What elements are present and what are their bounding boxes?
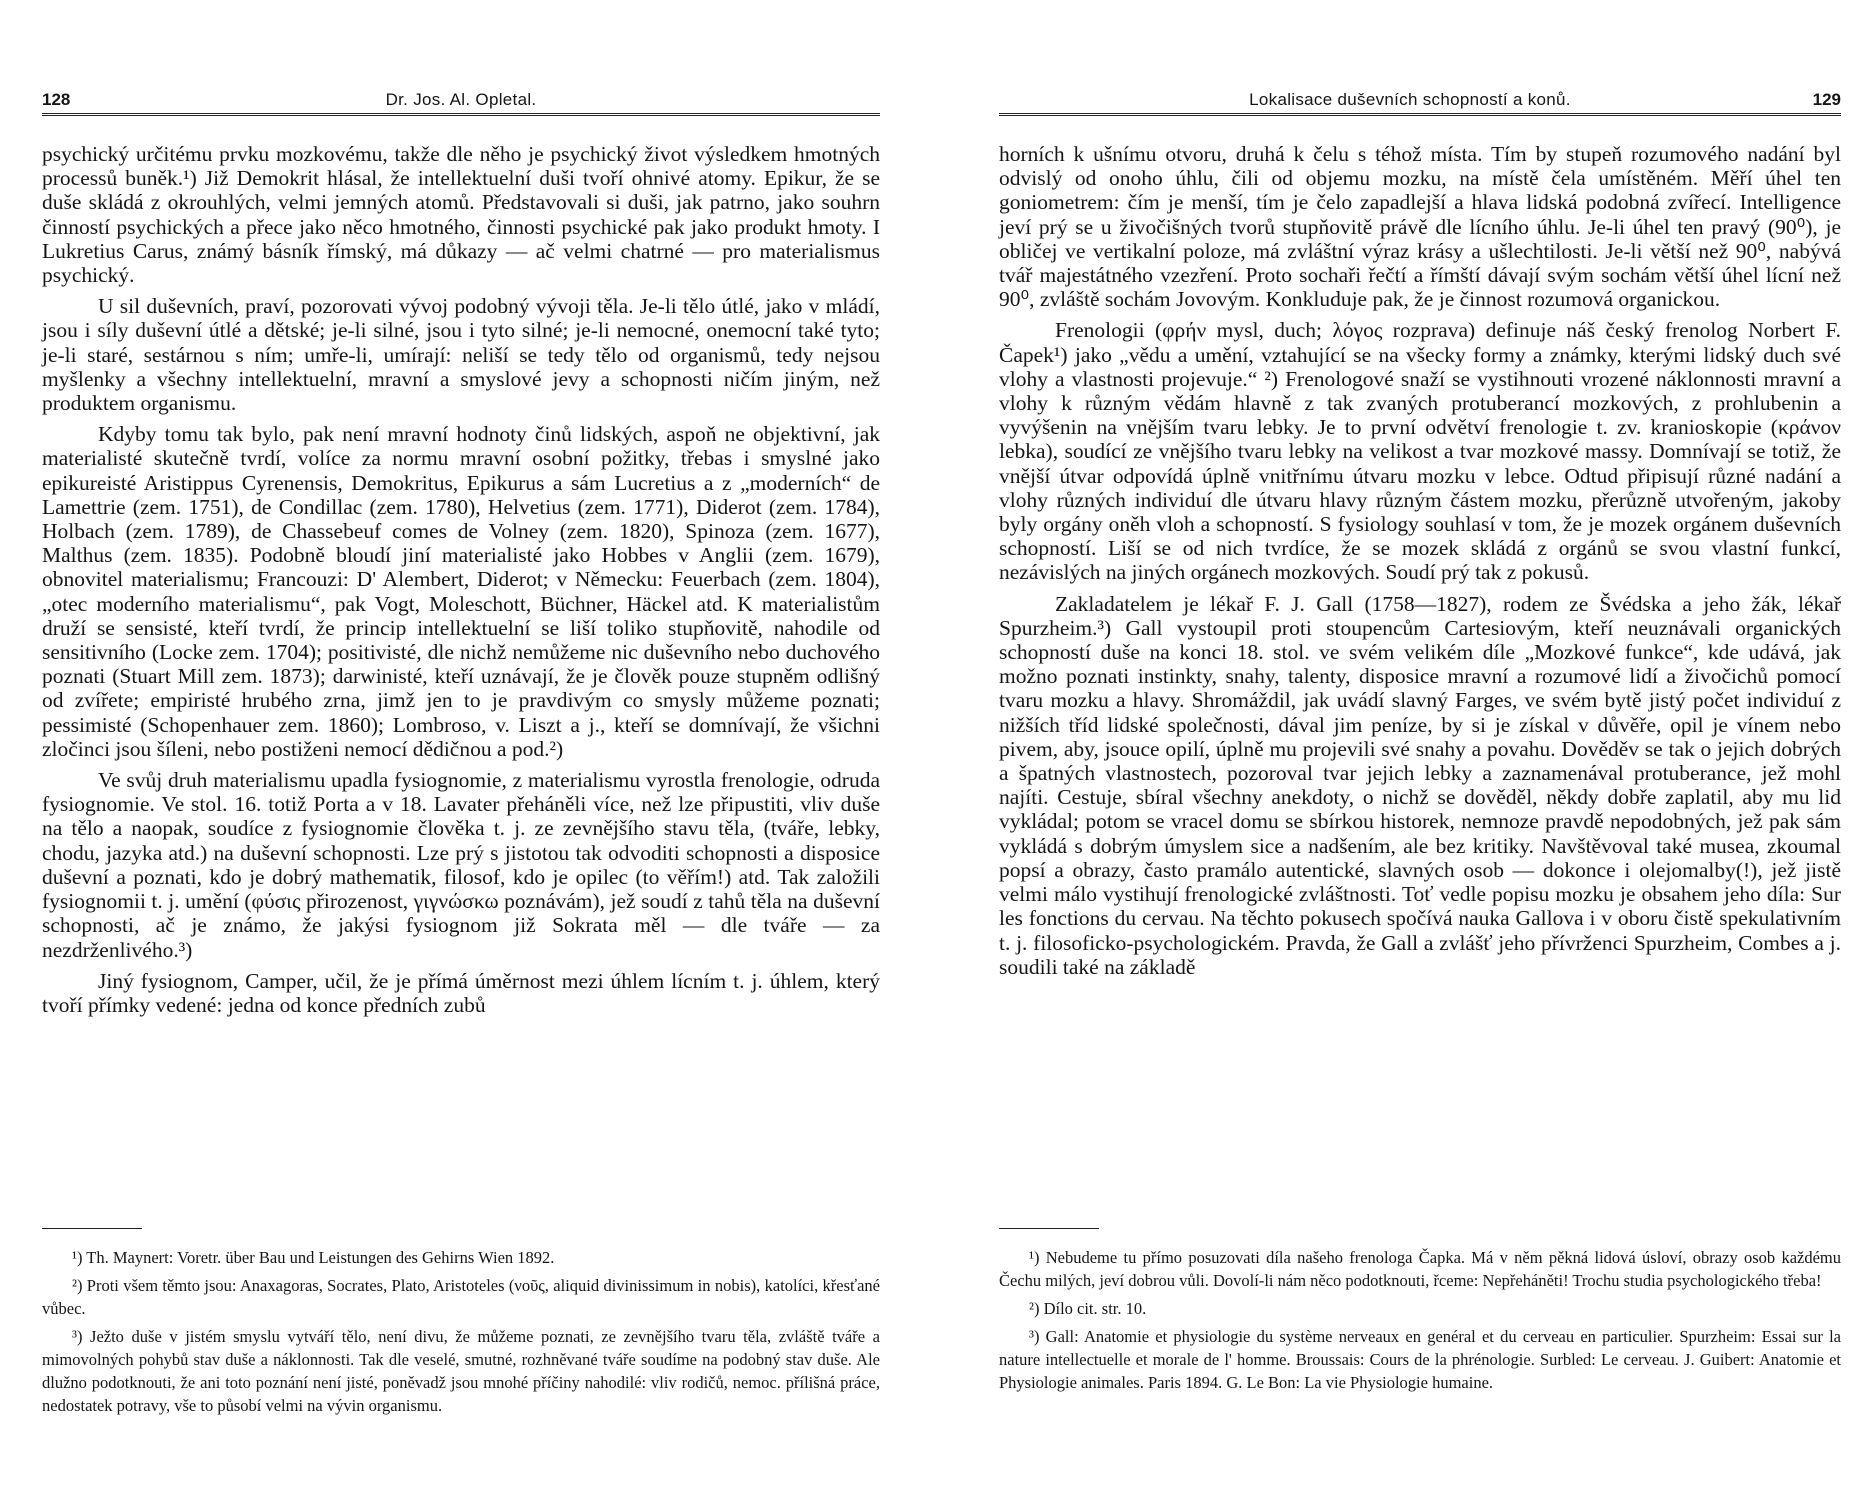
paragraph: Zakladatelem je lékař F. J. Gall (1758—1827), rodem ze Švédska a jeho žák, lékař Spurzheim.³) Gall vystoupil proti stoupencům Cartesiovým, kteří neuznávali organických schopností duše na konci 18. stol. ve svém velikém díle „Mozkové funkce“, kde udává, jak možno poznati instinkty, snahy, talenty, disposice mravní a rozumové lidí a živočichů pomocí tvaru mozku a hlavy. Shromáždil, jak uvádí slavný Farges, ve svém bytě jistý počet individuí z nižších tříd lidské společnosti, dával jim peníze, by si je získal v důvěře, opil je vínem nebo pivem, aby, jsouce opilí, úplně mu projevili své snahy a povahu. Dověděv se tak o jejich dobrých a špatných vlastnostech, pozoroval tvar jejich lebky a zaznamenával protuberance, jež mohl najíti. Cestuje, sbíral všechny anekdoty, o nichž se dověděl, někdy dobře zaplatil, aby mu lid vykládal; potom se vracel domu se sbírkou historek, nemnoze pravdě nepodobných, jež pak sám vykládá s dobrým úmyslem sice a nadšením, ale bez kritiky. Navštěvoval také musea, zkoumal popsí a obrazy, často pramálo autentické, slavných osob — dokonce i olejomalby(!), jež jistě velmi málo vystihují frenologické zvláštnosti. Toť vedle popisu mozku je obsahem jeho díla: Sur les fonctions du cervau. Na těchto pokusech spočívá nauka Gallova i v oboru čistě spekulativním t. j. filosoficko-psychologickém. Pravda, že Gall a zvlášť jeho přívrženci Spurzheim, Combes a j. soudili také na základě — [999, 591, 1841, 979]
paragraph: Jiný fysiognom, Camper, učil, že je přímá úměrnost mezi úhlem lícním t. j. úhlem, který tvoří přímky vedené: jedna od konce předních zubů — [42, 968, 880, 1017]
paragraph: Frenologii (φρήν mysl, duch; λόγος rozprava) definuje náš český frenolog Norbert F. Čapek¹) jako „vědu a umění, vztahující se na všecky formy a známky, kterými lidský duch své vlohy a vlastnosti projevuje.“ ²) Frenologové snaží se vystihnouti vrozené náklonnosti mravní a vlohy k různým vědám hlavně z tak zvaných protuberancí mozkových, z prohlubenin a vyvýšenin na vnějším tvaru lebky. Je to první odvětví frenologie t. zv. kranioskopie (κράνον lebka), soudící ze vnějšího tvaru lebky na velikost a tvar mozkové massy. Domnívají se totiž, že vnější útvar odpovídá úplně vnitřnímu útvaru mozku v lebce. Odtud připisují různé nadání a vlohy různých individuí dle útvaru hlavy různým částem mozku, přerůzně utvořeným, jakoby byly orgány oněh vloh a schopností. S fysiology souhlasí v tom, že je mozek orgánem duševních schopností. Liší se od nich tvrdíce, že se mozek skládá z orgánů se svou vlastní funkcí, nezávislých na jiných orgánech mozkových. Soudí prý tak z pokusů. — [999, 318, 1841, 585]
footnote-rule — [42, 1228, 142, 1229]
paragraph: horních k ušnímu otvoru, druhá k čelu s téhož místa. Tím by stupeň rozumového nadání byl odvislý od onoho úhlu, čili od objemu mozku, na místě čela umístěném. Měří úhel ten goniometrem: čím je menší, tím je čelo zapadlejší a hlava lidská podobná zvířecí. Intelligence jeví prý se u živočišných tvorů stupňovitě právě dle lícního úhlu. Je-li úhel ten pravý (90⁰), je obličej ve vertikalní poloze, má zvláštní výraz krásy a ušlechtilosti. Je-li větší než 90⁰, nabývá tvář majestátného vzezření. Proto sochaři řečtí a římští dávají svým sochám větší úhel lícní než 90⁰, zvláště sochám Jovovým. Konkluduje pak, že je činnost rozumová organickou. — [999, 142, 1841, 312]
body-text — [42, 142, 880, 1017]
header-rule — [999, 113, 1841, 116]
running-head-title: Lokalisace duševních schopností a konů. — [1249, 90, 1571, 109]
footnote-rule — [999, 1228, 1099, 1229]
running-head — [42, 90, 880, 114]
paragraph: psychický určitému prvku mozkovému, takže dle něho je psychický život výsledkem hmotných processů buněk.¹) Již Demokrit hlásal, že intellektuelní duši tvoří ohnivé atomy. Epikur, že se duše skládá z okrouhlých, velmi jemných atomů. Představovali si duši, jak patrno, jako souhrn činností psychických a přece jako něco hmotného, činnosti psychické pak jako produkt hmoty. I Lukretius Carus, známý básník římský, má důkazy — ač velmi chatrné — pro materialismus psychický. — [42, 142, 880, 288]
footnote: ²) Dílo cit. str. 10. — [1029, 1299, 1147, 1318]
page-number: 128 — [42, 90, 71, 109]
footnote: ²) Proti všem těmto jsou: Anaxagoras, Socrates, Plato, Aristoteles (νοῦς, aliquid divinissimum in nobis), katolíci, křesťané vůbec. — [42, 1276, 880, 1318]
footnote: ¹) Nebudeme tu přímo posuzovati díla našeho frenologa Čapka. Má v něm pěkná lidová úsloví, obrazy osob každému Čechu milých, jeví dobrou vůli. Dovolí-li nám něco podotknouti, řceme: Nepřeháněti! Trochu studia psychologického třeba! — [999, 1248, 1841, 1290]
footnote: ³) Ježto duše v jistém smyslu vytváří tělo, není divu, že můžeme poznati, ze zevnějšího tvaru těla, zvláště tváře a mimovolných pohybů stav duše a náklonnosti. Tak dle veselé, smutné, rozhněvané tváře soudíme na podobný stav duše. Ale dlužno podotknouti, že ani toto poznání není jisté, poněvadž jsou mnohé příčiny nahodilé: vliv rodičů, nemoc. přílišná práce, nedostatek potravy, vše to působí velmi na vývin organismu. — [42, 1327, 880, 1415]
footnotes — [999, 1246, 1841, 1399]
paragraph: U sil duševních, praví, pozorovati vývoj podobný vývoji těla. Je-li tělo útlé, jako v mládí, jsou i síly duševní útlé a dětské; je-li silné, jsou i tyto silné; je-li nemocné, onemocní také tyto; je-li staré, sestárnou s ním; umře-li, umírají: neliší se tedy tělo od organismů, tedy nejsou myšlenky a všechny intellektuelní, mravní a smyslové jevy a schopnosti ničím jiným, než produktem organismu. — [42, 294, 880, 416]
page-number: 129 — [1812, 90, 1841, 109]
footnotes — [42, 1246, 880, 1422]
paragraph: Kdyby tomu tak bylo, pak není mravní hodnoty činů lidských, aspoň ne objektivní, jak materialisté skutečně tvrdí, volíce za normu mravní osobní požitky, třebas i smyslné jako epikureisté Aristippus Cyrenensis, Demokritus, Epikurus a sám Lucretius a z „moderních“ de Lamettrie (zem. 1751), de Condillac (zem. 1780), Helvetius (zem. 1771), Diderot (zem. 1784), Holbach (zem. 1789), de Chassebeuf comes de Volney (zem. 1820), Spinoza (zem. 1677), Malthus (zem. 1835). Podobně bloudí jiní materialisté jako Hobbes v Anglii (zem. 1679), obnovitel materialismu; Francouzi: D' Alembert, Diderot; v Německu: Feuerbach (zem. 1804), „otec moderního materialismu“, pak Vogt, Moleschott, Büchner, Häckel atd. K materialistům druží se sensisté, kteří tvrdí, že princip intellektuelní se liší toliko stupňovitě, nahodile od sensitivního (Locke zem. 1704); positivisté, dle nichž nemůžeme nic duševního nebo duchového poznati (Stuart Mill zem. 1873); darwinisté, kteří uznávají, že je člověk pouze stupněm odlišný od zvířete; empiristé hrubého zrna, jimž jen to je pravdivým co smysly můžeme poznati; pessimisté (Schopenhauer zem. 1860); Lombroso, v. Liszt a j., kteří se domnívají, že všichni zločinci jsou šíleni, nebo postiženi nemocí dědičnou a pod.²) — [42, 422, 880, 761]
paragraph: Ve svůj druh materialismu upadla fysiognomie, z materialismu vyrostla frenologie, odruda fysiognomie. Ve stol. 16. totiž Porta a v 18. Lavater přeháněli více, než lze připustiti, vliv duše na tělo a naopak, soudíce z fysiognomie člověka t. j. ze zevnějšího stavu těla, (tváře, lebky, chodu, jazyka atd.) na duševní schopnosti. Lze prý s jistotou tak odvoditi schopnosti a disposice duševní a poznati, kdo je dobrý mathematik, filosof, kdo je opilec (to věřím!) atd. Tak založili fysiognomii t. j. umění (φύσις přirozenost, γιγνώσκω poznávám), jež soudí z tahů těla na duševní schopnosti, ač je známo, že jakýsi fysiognom již Sokrata měl — dle tváře — za nezdrženlivého.³) — [42, 768, 880, 962]
body-text — [999, 142, 1841, 979]
footnote: ¹) Th. Maynert: Voretr. über Bau und Leistungen des Gehirns Wien 1892. — [72, 1248, 555, 1267]
right-page — [931, 0, 1862, 1500]
running-head — [999, 90, 1841, 114]
running-head-title: Dr. Jos. Al. Opletal. — [385, 90, 537, 109]
header-rule — [42, 113, 880, 116]
footnote: ³) Gall: Anatomie et physiologie du système nerveaux en genéral et du cerveau en particulier. Spurzheim: Essai sur la nature intellectuelle et morale de l' homme. Broussais: Cours de la phrénologie. Surbled: Le cerveau. J. Guibert: Anatomie et Physiologie animales. Paris 1894. G. Le Bon: La vie Physiologie humaine. — [999, 1327, 1841, 1392]
